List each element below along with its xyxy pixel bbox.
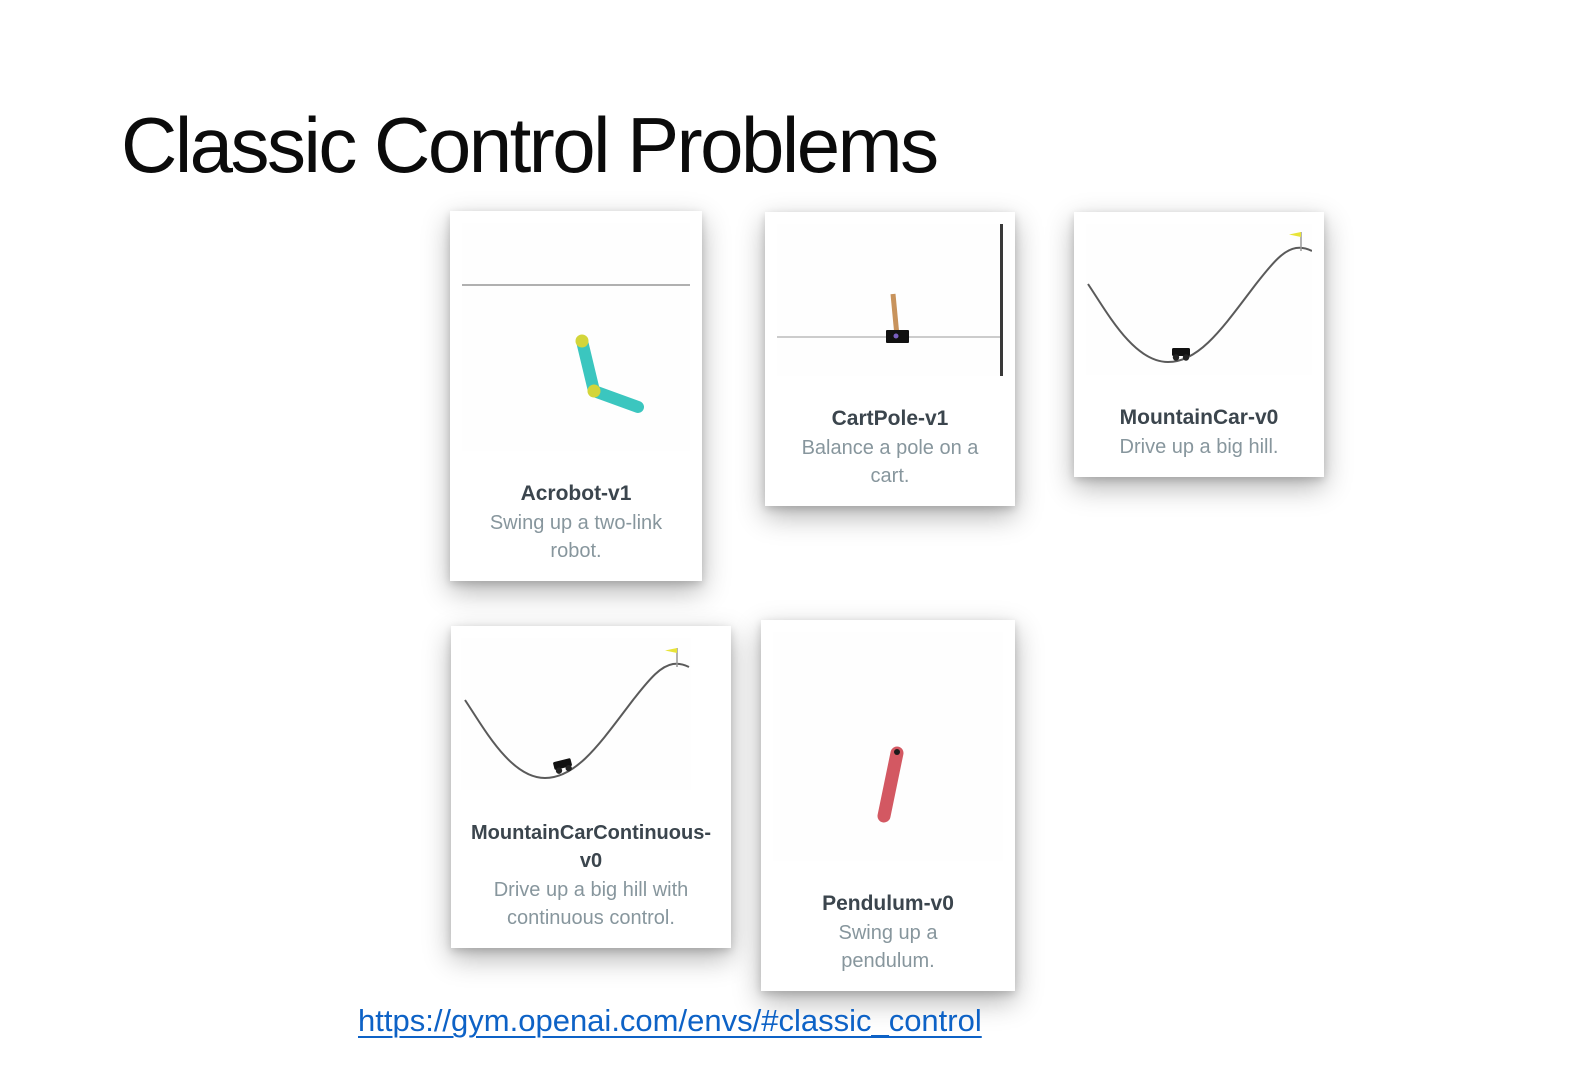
env-description: Swing up a two-link robot. (489, 512, 663, 562)
pole-icon (893, 294, 897, 336)
arm-link-1 (582, 341, 594, 391)
env-caption (761, 890, 1015, 975)
env-card-pendulum (761, 620, 1015, 991)
env-description: Swing up a pendulum. (838, 922, 938, 972)
mountaincarcontinuous-thumbnail (461, 638, 691, 790)
mountain-car-icon (1172, 348, 1190, 361)
env-name: Pendulum-v0 (822, 892, 954, 915)
goal-flag-icon (665, 648, 677, 653)
env-description: Balance a pole on a cart. (801, 437, 979, 487)
cart-axle (894, 334, 899, 339)
arm-joint-2 (588, 385, 601, 398)
mountain-curve (1088, 248, 1312, 362)
env-caption (765, 405, 1015, 490)
env-card-mountaincarcontinuous (451, 626, 731, 948)
env-caption (1074, 404, 1324, 461)
arm-joint-1 (576, 335, 589, 348)
pendulum-thumbnail (773, 632, 1003, 861)
acrobot-render (462, 223, 690, 451)
cartpole-render (777, 224, 1000, 376)
env-name: MountainCar-v0 (1119, 406, 1279, 429)
two-link-arm-icon (576, 335, 639, 408)
cartpole-thumbnail (777, 224, 1003, 376)
env-description: Drive up a big hill with continuous control. (493, 879, 689, 929)
mountaincarcontinuous-render (461, 638, 691, 790)
car-wheel-right (1183, 354, 1189, 360)
car-wheel-left (1173, 354, 1179, 360)
page-title: Classic Control Problems (121, 101, 937, 190)
env-name: MountainCarContinuous-v0 (471, 822, 711, 872)
classic-control-link[interactable]: https://gym.openai.com/envs/#classic_control (358, 1003, 982, 1038)
env-description: Drive up a big hill. (1119, 436, 1279, 458)
env-caption (450, 480, 702, 565)
env-card-mountaincar (1074, 212, 1324, 477)
env-caption (451, 819, 731, 932)
mountaincar-render (1086, 224, 1312, 375)
mountain-curve (465, 664, 689, 778)
acrobot-thumbnail (462, 223, 690, 451)
env-name: Acrobot-v1 (520, 482, 632, 505)
env-card-cartpole (765, 212, 1015, 506)
env-name: CartPole-v1 (831, 407, 949, 430)
mountain-car-icon (553, 758, 574, 775)
goal-flag-icon (1289, 232, 1301, 237)
pendulum-render (773, 632, 1003, 861)
pendulum-rod-icon (884, 753, 897, 816)
env-card-acrobot (450, 211, 702, 581)
pendulum-pivot (894, 749, 900, 755)
mountaincar-thumbnail (1086, 224, 1312, 375)
arm-link-2 (594, 391, 638, 407)
